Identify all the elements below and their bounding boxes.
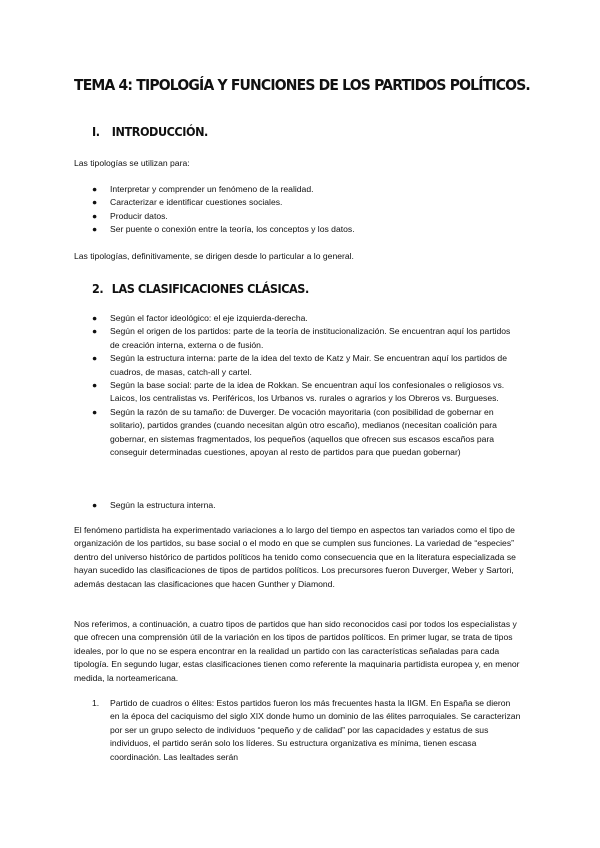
list-item: ● Según el origen de los partidos: parte de la teoría de institucionalización. Se encuentran aquí los partidos de creación interna, externa o de fusión. (92, 326, 511, 350)
numbered-item: 1. Partido de cuadros o élites: Estos partidos fueron los más frecuentes hasta la IIGM. En España se dieron en la época del caciquismo del siglo XIX donde humo un dominio de las élites parroquiales. Se caracterizan por ser un grupo selecto de individuos “pequeño y de calidad” por las capacidades y estatus de sus individuos, el partido serán solo los líderes. Su estructura organizativa es mínima, tienen escasa coordinación. Las lealtades serán (92, 698, 521, 762)
section-2-paragraph-2: Nos referimos, a continuación, a cuatro tipos de partidos que han sido reconocidos casi por todos los especialistas y que ofrecen una comprensión útil de la variación en los tipos de partidos políticos. En primer lugar, se trata de tipos ideales, por lo que no se espera encontrar en la realidad un partido con las características señaladas para cada tipología. En segundo lugar, estas clasificaciones tienen como referente la maquinaria partidista europea y, en menor medida, la norteamericana. (74, 619, 520, 683)
list-item: ● Según la razón de su tamaño: de Duverger. De vocación mayoritaria (con posibilidad de gobernar en solitario), partidos grandes (cuando necesitan algún otro escaño), medianos (necesitan coalición para gobernar, en sistemas fragmentados, los pequeños (aquellos que ofrecen sus escasos escaños para conseguir determinadas cuestiones, apoyan al resto de partidos para que puedan gobernar) (92, 406, 497, 458)
list-item: ● Interpretar y comprender un fenómeno de la realidad. (92, 183, 522, 196)
section-1-title: INTRODUCCIÓN. (111, 124, 208, 139)
bullet-icon: ● (92, 184, 98, 194)
list-item: ● Según la base social: parte de la idea de Rokkan. Se encuentran aquí los confesionales o religiosos vs. Laicos, los centralistas vs. Periféricos, los Urbanos vs. rurales o agrarios y los Obreros vs. Burgueses. (92, 380, 505, 404)
section-1-number: I. (92, 124, 100, 139)
list-item: ● Producir datos. (92, 210, 522, 223)
bullet-icon: ● (92, 313, 98, 323)
section-2-number: 2. (92, 281, 104, 296)
bullet-icon: ● (92, 224, 98, 235)
section-2-bullet-list (92, 312, 522, 459)
section-2-heading (92, 281, 309, 296)
bullet-icon: ● (92, 353, 98, 364)
bullet-icon: ● (92, 406, 98, 417)
section-2-title: LAS CLASIFICACIONES CLÁSICAS. (111, 281, 309, 296)
section-2-extra-bullet-list (92, 499, 522, 512)
section-1-closing: Las tipologías, definitivamente, se dirigen desde lo particular a lo general. (74, 251, 354, 261)
list-item: ● Según la estructura interna. (92, 499, 522, 512)
bullet-icon: ● (92, 326, 98, 337)
section-1-heading (92, 124, 208, 139)
list-item: ● Según la estructura interna: parte de la idea del texto de Katz y Mair. Se encuentran aquí los partidos de cuadros, de masas, catch-all y cartel. (92, 353, 507, 377)
document-title: TEMA 4: TIPOLOGÍA Y FUNCIONES DE LOS PARTIDOS POLÍTICOS. (74, 76, 530, 94)
section-2-paragraph-1: El fenómeno partidista ha experimentado variaciones a lo largo del tiempo en aspectos tan variados como el tipo de organización de los partidos, su base social o el modo en que se cumplen sus funciones. La variedad de “especies” dentro del universo histórico de partidos políticos ha tenido como consecuencia que en la literatura especializada se hayan sucedido las clasificaciones de tipos de partidos políticos. Los precursores fueron Duverger, Weber y Sartori, además destacan las clasificaciones que hacen Gunther y Diamond. (74, 525, 516, 589)
section-1-intro: Las tipologías se utilizan para: (74, 158, 190, 168)
bullet-icon: ● (92, 500, 98, 510)
bullet-icon: ● (92, 210, 98, 221)
item-number: 1. (92, 698, 100, 708)
bullet-icon: ● (92, 197, 98, 208)
bullet-icon: ● (92, 380, 98, 391)
section-2-numbered-list (92, 697, 522, 764)
section-1-bullet-list (92, 183, 522, 237)
list-item: ● Según el factor ideológico: el eje izquierda-derecha. (92, 312, 522, 325)
list-item: ● Ser puente o conexión entre la teoría, los conceptos y los datos. (92, 223, 522, 236)
list-item: ● Caracterizar e identificar cuestiones sociales. (92, 196, 522, 209)
